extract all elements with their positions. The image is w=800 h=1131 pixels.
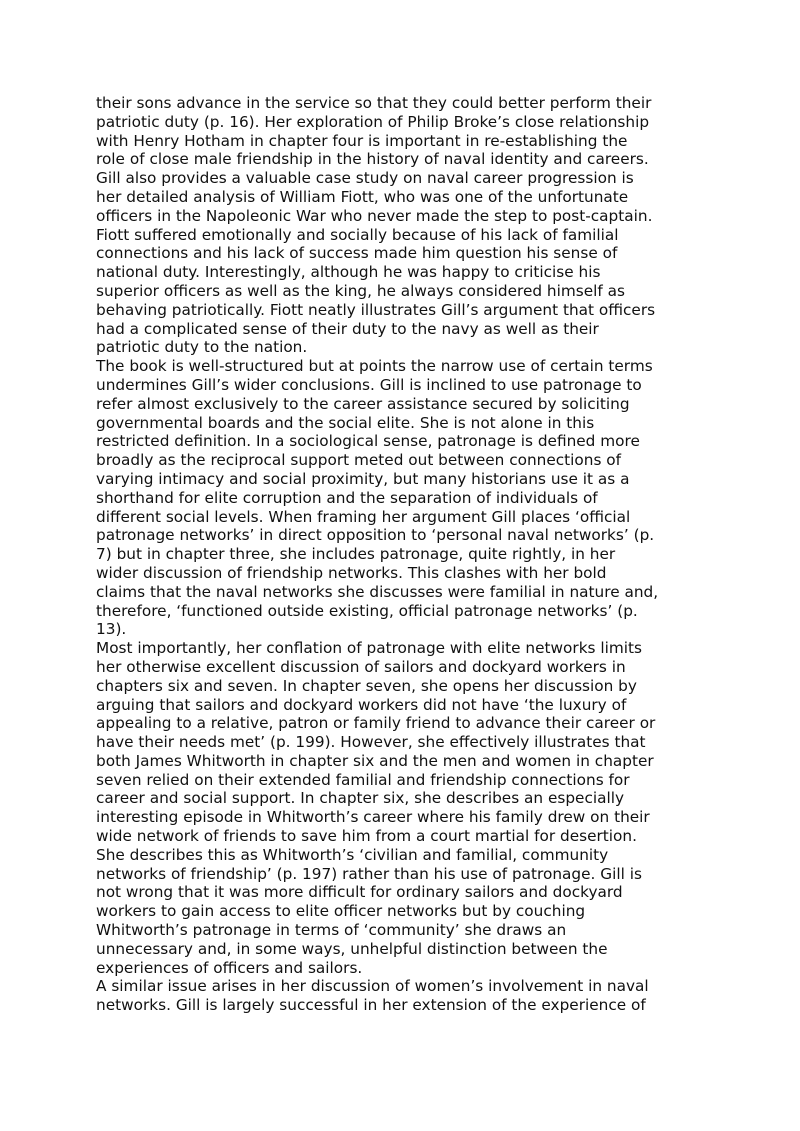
text-line: different social levels. When framing her argument Gill places ‘official [96, 507, 631, 526]
text-line: superior officers as well as the king, he always considered himself as [96, 281, 625, 300]
text-line: patriotic duty to the nation. [96, 338, 308, 357]
text-line: seven relied on their extended familial and friendship connections for [96, 770, 630, 789]
text-line: Gill also provides a valuable case study on naval career progression is [96, 169, 634, 188]
text-line: Fiott suffered emotionally and socially because of his lack of familial [96, 225, 619, 244]
text-line: their sons advance in the service so that they could better perform their [96, 94, 652, 112]
text-line: workers to gain access to elite officer networks but by couching [96, 902, 586, 921]
text-line: not wrong that it was more difficult for ordinary sailors and dockyard [96, 883, 623, 902]
text-line: varying intimacy and social proximity, but many historians use it as a [96, 469, 630, 488]
text-line: Whitworth’s patronage in terms of ‘community’ she draws an [96, 921, 567, 940]
text-line: national duty. Interestingly, although he was happy to criticise his [96, 263, 601, 282]
text-line: career and social support. In chapter six, she describes an especially [96, 789, 625, 808]
text-line: 7) but in chapter three, she includes patronage, quite rightly, in her [96, 545, 616, 564]
text-line: interesting episode in Whitworth’s career where his family drew on their [96, 808, 650, 827]
text-line: connections and his lack of success made him question his sense of [96, 244, 618, 263]
text-line: broadly as the reciprocal support meted out between connections of [96, 451, 622, 470]
document-page [96, 94, 716, 1015]
text-line: with Henry Hotham in chapter four is important in re-establishing the [96, 131, 628, 150]
text-line: therefore, ‘functioned outside existing, official patronage networks’ (p. [96, 601, 638, 620]
text-line: her detailed analysis of William Fiott, who was one of the unfortunate [96, 187, 629, 206]
text-line: wider discussion of friendship networks. This clashes with her bold [96, 563, 607, 582]
text-line: had a complicated sense of their duty to the navy as well as their [96, 319, 599, 338]
text-line: chapters six and seven. In chapter seven, she opens her discussion by [96, 676, 637, 695]
text-line: wide network of friends to save him from a court martial for desertion. [96, 827, 637, 846]
text-line: patronage networks’ in direct opposition to ‘personal naval networks’ (p. [96, 526, 655, 545]
text-line: experiences of officers and sailors. [96, 958, 363, 977]
text-line: shorthand for elite corruption and the separation of individuals of [96, 488, 598, 507]
paragraph-3 [96, 639, 716, 977]
text-line: networks of friendship’ (p. 197) rather than his use of patronage. Gill is [96, 864, 642, 883]
text-line: officers in the Napoleonic War who never made the step to post-captain. [96, 206, 653, 225]
text-line: behaving patriotically. Fiott neatly illustrates Gill’s argument that officers [96, 300, 656, 319]
text-line: A similar issue arises in her discussion of women’s involvement in naval [96, 977, 649, 996]
text-line: unnecessary and, in some ways, unhelpful distinction between the [96, 939, 608, 958]
text-line: role of close male friendship in the history of naval identity and careers. [96, 150, 649, 169]
text-line: restricted definition. In a sociological sense, patronage is defined more [96, 432, 640, 451]
text-line: her otherwise excellent discussion of sailors and dockyard workers in [96, 657, 626, 676]
text-line: governmental boards and the social elite. She is not alone in this [96, 413, 595, 432]
paragraph-2 [96, 357, 716, 639]
text-line: 13). [96, 620, 127, 639]
text-line: patriotic duty (p. 16). Her exploration of Philip Broke’s close relationship [96, 112, 650, 131]
text-line: networks. Gill is largely successful in her extension of the experience of [96, 996, 646, 1015]
text-line: appealing to a relative, patron or family friend to advance their career or [96, 714, 656, 733]
paragraph-4 [96, 977, 716, 1015]
text-line: claims that the naval networks she discusses were familial in nature and, [96, 582, 659, 601]
text-line: She describes this as Whitworth’s ‘civilian and familial, community [96, 845, 609, 864]
text-line: both James Whitworth in chapter six and the men and women in chapter [96, 751, 654, 770]
text-line: arguing that sailors and dockyard workers did not have ‘the luxury of [96, 695, 627, 714]
paragraph-1 [96, 94, 716, 357]
text-line: Most importantly, her conflation of patronage with elite networks limits [96, 639, 643, 658]
text-line: have their needs met’ (p. 199). However, she effectively illustrates that [96, 733, 646, 752]
text-line: The book is well-structured but at points the narrow use of certain terms [96, 357, 653, 376]
text-line: refer almost exclusively to the career assistance secured by soliciting [96, 394, 630, 413]
text-line: undermines Gill’s wider conclusions. Gill is inclined to use patronage to [96, 375, 642, 394]
